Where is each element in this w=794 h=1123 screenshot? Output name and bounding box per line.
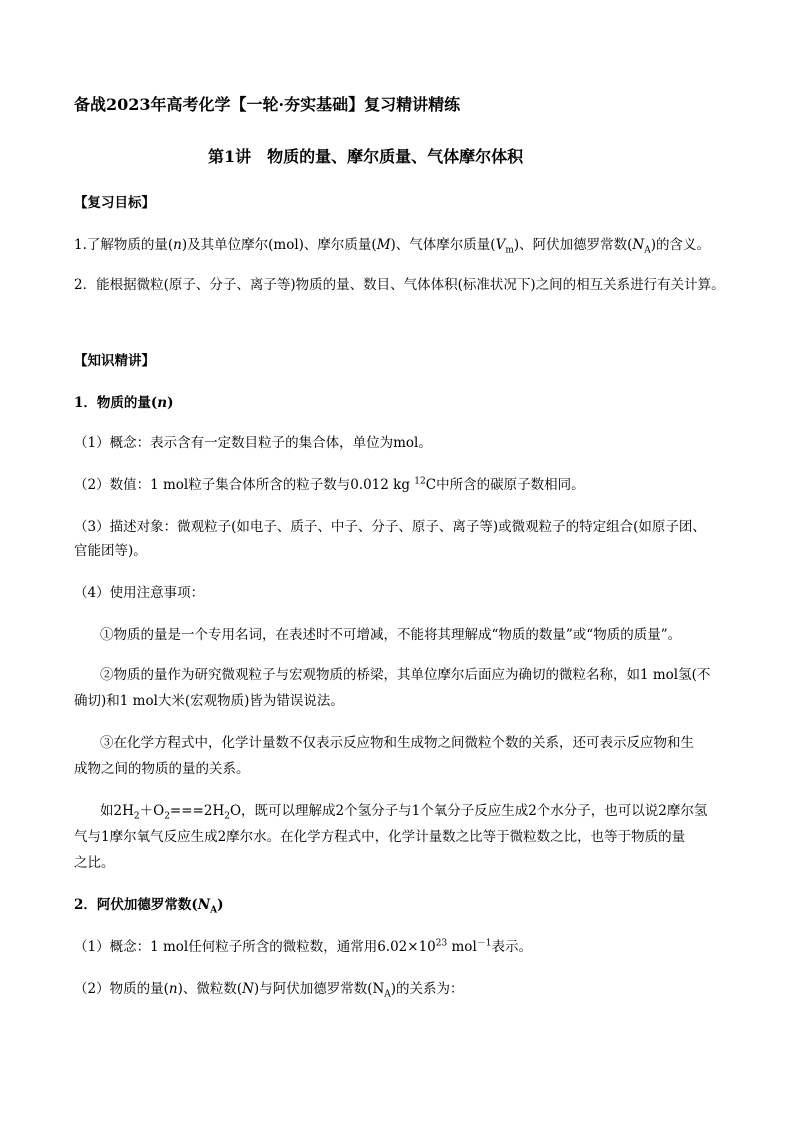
s1-note-3-line1: ③在化学方程式中，化学计量数不仅表示反应物和生成物之间微粒个数的关系，还可表示反应物和生 bbox=[100, 735, 694, 751]
s1-value: （2）数值：1 mol粒子集合体所含的粒子数与0.012 kg $^{12}$C中所含的碳原子数相同。 bbox=[74, 476, 585, 493]
knowledge-heading: 【知识精讲】 bbox=[74, 353, 155, 369]
document-title: 备战2023年高考化学【一轮·夯实基础】复习精讲精练 bbox=[74, 95, 461, 114]
s1-note-2-line2: 确切)和1 mol大米(宏观物质)皆为错误说法。 bbox=[74, 693, 344, 709]
goal-item-1: 1.了解物质的量(n)及其单位摩尔(mol)、摩尔质量(M)、气体摩尔质量$(V_m)$、阿伏加德罗常数$(N_A)$的含义。 bbox=[74, 237, 710, 256]
s1-note-2-line1: ②物质的量作为研究微观粒子与宏观物质的桥梁，其单位摩尔后面应为确切的微粒名称，如1 mol氢(不 bbox=[100, 667, 711, 683]
s2-concept: （1）概念：1 mol任何粒子所含的微粒数，通常用$6.02\times 10^{23}$ mol$^{-1}$表示。 bbox=[74, 938, 532, 955]
s1-object-line2: 官能团等)。 bbox=[74, 543, 147, 559]
s1-example-line2: 气与1摩尔氧气反应生成2摩尔水。在化学方程式中，化学计量数之比等于微粒数之比，也等于物质的量 bbox=[74, 829, 686, 845]
section-2-title: 2．阿伏加德罗常数$(N_A)$ bbox=[74, 897, 224, 916]
s1-concept: （1）概念：表示含有一定数目粒子的集合体，单位为mol。 bbox=[74, 435, 432, 451]
s2-relation: （2）物质的量(n)、微粒数(N)与阿伏加德罗常数$(N_A)$的关系为： bbox=[74, 981, 464, 1000]
goal-item-2: 2．能根据微粒(原子、分子、离子等)物质的量、数目、气体体积(标准状况下)之间的相互关系进行有关计算。 bbox=[74, 277, 725, 293]
s1-example-line3: 之比。 bbox=[74, 855, 115, 871]
goals-heading: 【复习目标】 bbox=[74, 195, 155, 211]
s1-notes-heading: （4）使用注意事项： bbox=[74, 585, 205, 601]
lecture-title: 第1讲 物质的量、摩尔质量、气体摩尔体积 bbox=[208, 147, 524, 166]
s1-note-1: ①物质的量是一个专用名词，在表述时不可增减，不能将其理解成“物质的数量”或“物质的质量”。 bbox=[100, 627, 682, 643]
s1-object-line1: （3）描述对象：微观粒子(如电子、质子、中子、分子、原子、离子等)或微观粒子的特定组合(如原子团、 bbox=[74, 519, 706, 535]
s1-example-line1: 如$2H_2+O_2===2H_2O$，既可以理解成2个氢分子与1个氧分子反应生成2个水分子，也可以说2摩尔氢 bbox=[100, 803, 708, 822]
section-1-title: 1．物质的量(n) bbox=[74, 395, 174, 411]
s1-note-3-line2: 成物之间的物质的量的关系。 bbox=[74, 761, 250, 777]
